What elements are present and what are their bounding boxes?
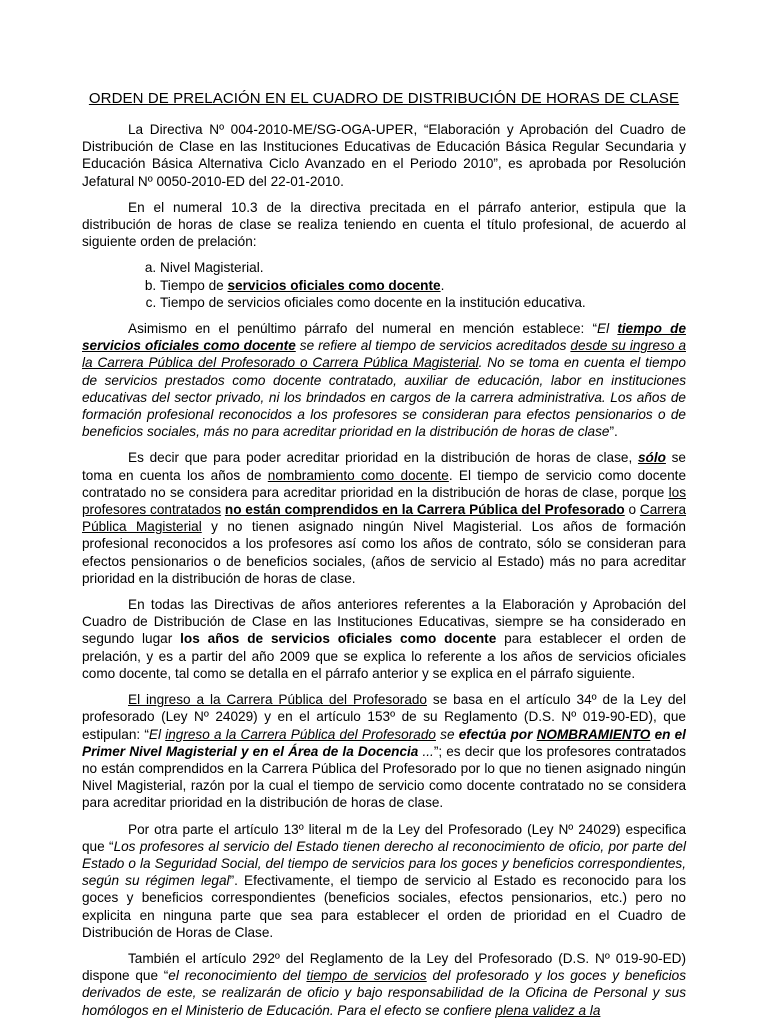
list-item-b bbox=[160, 277, 686, 294]
text-run: plena validez a la bbox=[495, 1002, 601, 1018]
text-run: para establecer el orden de prelación, y es a partir del año 2009 que se explica lo referente a los años de servicios oficiales como docente, tal como se detalla en el párrafo anterior y se explica en el párrafo siguiente. bbox=[82, 631, 686, 681]
text-run: los profesores contratados bbox=[82, 484, 686, 518]
paragraph-asimismo bbox=[82, 320, 686, 440]
text-run: El ingreso a la Carrera Pública del Profesorado bbox=[128, 692, 427, 708]
text-run: Los profesores al servicio del Estado tienen derecho al reconocimiento de oficio, por parte del Estado o la Seguridad Social, del tiempo de servicios para los goces y beneficios correspondientes, según su régimen legal bbox=[82, 838, 687, 889]
text-run: Asimismo en el penúltimo párrafo del numeral en mención establece: “ bbox=[128, 321, 598, 337]
text-run: ”. Efectivamente, el tiempo de servicio al Estado es reconocido para los goces y beneficios correspondientes (beneficios sociales, efectos pensionarios, etc.) pero no explicita en ninguna parte que sea para establecer el orden de prioridad en el Cuadro de Distribución de Horas de Clase. bbox=[82, 873, 686, 940]
text-run: . El tiempo de servicio como docente contratado no se considera para acreditar prioridad en la distribución de horas de clase, porque bbox=[82, 467, 686, 500]
text-run: del profesorado y los goces y beneficios derivados de este, se realizarán de oficio y bajo responsabilidad de la Oficina de Personal y sus homólogos en el Ministerio de Educación. Para el efecto se confiere bbox=[82, 968, 686, 1018]
text-run: el reconocimiento del bbox=[168, 968, 307, 984]
text-run: se refiere al tiempo de servicios acreditados bbox=[295, 338, 571, 354]
text-run: se basa en el artículo 34º de la Ley del profesorado (Ley Nº 24029) y en el artículo 153º de su Reglamento (D.S. Nº 019-90-ED), que estipulan: “ bbox=[82, 692, 686, 742]
text-run: Carrera Pública Magisterial bbox=[82, 502, 686, 535]
document-title: ORDEN DE PRELACIÓN EN EL CUADRO DE DISTRIBUCIÓN DE HORAS DE CLASE bbox=[88, 90, 680, 107]
text-run: ingreso a la Carrera Pública del Profesorado bbox=[165, 726, 436, 742]
text-run: efectúa por bbox=[458, 726, 537, 742]
text-run: sólo bbox=[637, 450, 666, 466]
text-run: Es decir que para poder acreditar prioridad en la distribución de horas de clase, bbox=[128, 450, 638, 466]
text-run: También el artículo 292º del Reglamento de la Ley del Profesorado (D.S. Nº 019-90-ED) dispone que “ bbox=[82, 950, 686, 984]
paragraph-numeral: En el numeral 10.3 de la directiva precitada en el párrafo anterior, estipula que la distribución de horas de clase se realiza teniendo en cuenta el título profesional, de acuerdo al siguiente orden de prelación: bbox=[82, 199, 686, 250]
paragraph-ingreso bbox=[82, 691, 686, 811]
paragraph-es-decir bbox=[82, 449, 686, 587]
text-run: El bbox=[148, 726, 166, 742]
list-item-b-emphasis: servicios oficiales como docente bbox=[227, 277, 441, 293]
text-run: o bbox=[624, 502, 640, 518]
list-item-a: a. Nivel Magisterial. bbox=[160, 259, 686, 276]
text-run: y no tienen asignado ningún Nivel Magisterial. Los años de formación profesional reconocidos a los profesores así como los años de contrato, sólo se consideran para efectos pensionarios o de beneficios sociales, (años de servicio al Estado) más no para acreditar prioridad en la distribución de horas de clase. bbox=[82, 519, 686, 586]
text-run: ... bbox=[418, 743, 434, 759]
text-run: se bbox=[435, 726, 459, 742]
text-run: no están comprendidos en la Carrera Pública del Profesorado bbox=[224, 502, 625, 518]
paragraph-directivas-anteriores bbox=[82, 596, 686, 682]
paragraph-directiva: La Directiva Nº 004-2010-ME/SG-OGA-UPER, “Elaboración y Aprobación del Cuadro de Distribución de Clase en las Instituciones Educativas de Educación Básica Regular Secundaria y Educación Básica Alternativa Ciclo Avanzado en el Periodo 2010”, es aprobada por Resolución Jefatural Nº 0050-2010-ED del 22-01-2010. bbox=[82, 122, 686, 189]
text-run: nombramiento como docente bbox=[267, 467, 449, 483]
text-run: desde su ingreso a la Carrera Pública del Profesorado o Carrera Pública Magisterial bbox=[82, 338, 686, 371]
list-item-b-text: Tiempo de bbox=[160, 277, 228, 293]
text-run: ”; es decir que los profesores contratados no están comprendidos en la Carrera Pública del Profesorado por lo que no tienen asignado ningún Nivel Magisterial, razón por la cual el tiempo de servicio como docente contratado no se considera para acreditar prioridad en la distribución de horas de clase. bbox=[82, 743, 687, 811]
text-run: Por otra parte el artículo 13º literal m de la Ley del Profesorado (Ley Nº 24029) especifica que “ bbox=[82, 821, 686, 854]
text-run: se toma en cuenta los años de bbox=[82, 450, 686, 483]
text-run: los años de servicios oficiales como docente bbox=[180, 631, 497, 647]
paragraph-articulo-292 bbox=[82, 950, 686, 1019]
text-run: . No se toma en cuenta el tiempo de servicios prestados como docente contratado, auxiliar de educación, labor en instituciones educativas del sector privado, ni los brindados en cargos de la carrera administrativa. Los años de formación profesional reconocidos a los profesores se consideran para efectos pensionarios o de beneficios sociales, más no para acreditar prioridad en la distribución de horas de clase bbox=[82, 355, 686, 440]
text-run: tiempo de servicios bbox=[306, 968, 427, 984]
text-run: en el Primer Nivel Magisterial y en el Área de la Docencia bbox=[82, 726, 686, 759]
text-run: En todas las Directivas de años anteriores referentes a la Elaboración y Aprobación del Cuadro de Distribución de Clase en las Instituciones Educativas, siempre se ha considerado en segundo lugar bbox=[82, 597, 686, 647]
list-item-c: c. Tiempo de servicios oficiales como docente en la institución educativa. bbox=[160, 294, 686, 311]
text-run: NOMBRAMIENTO bbox=[536, 726, 651, 742]
text-run: tiempo de servicios oficiales como docente bbox=[82, 321, 686, 354]
text-run: El bbox=[597, 321, 618, 337]
text-run: ”. bbox=[609, 424, 618, 440]
list-item-b-end: . bbox=[440, 277, 445, 293]
prelacion-list bbox=[82, 259, 686, 311]
paragraph-articulo-13 bbox=[82, 821, 686, 941]
